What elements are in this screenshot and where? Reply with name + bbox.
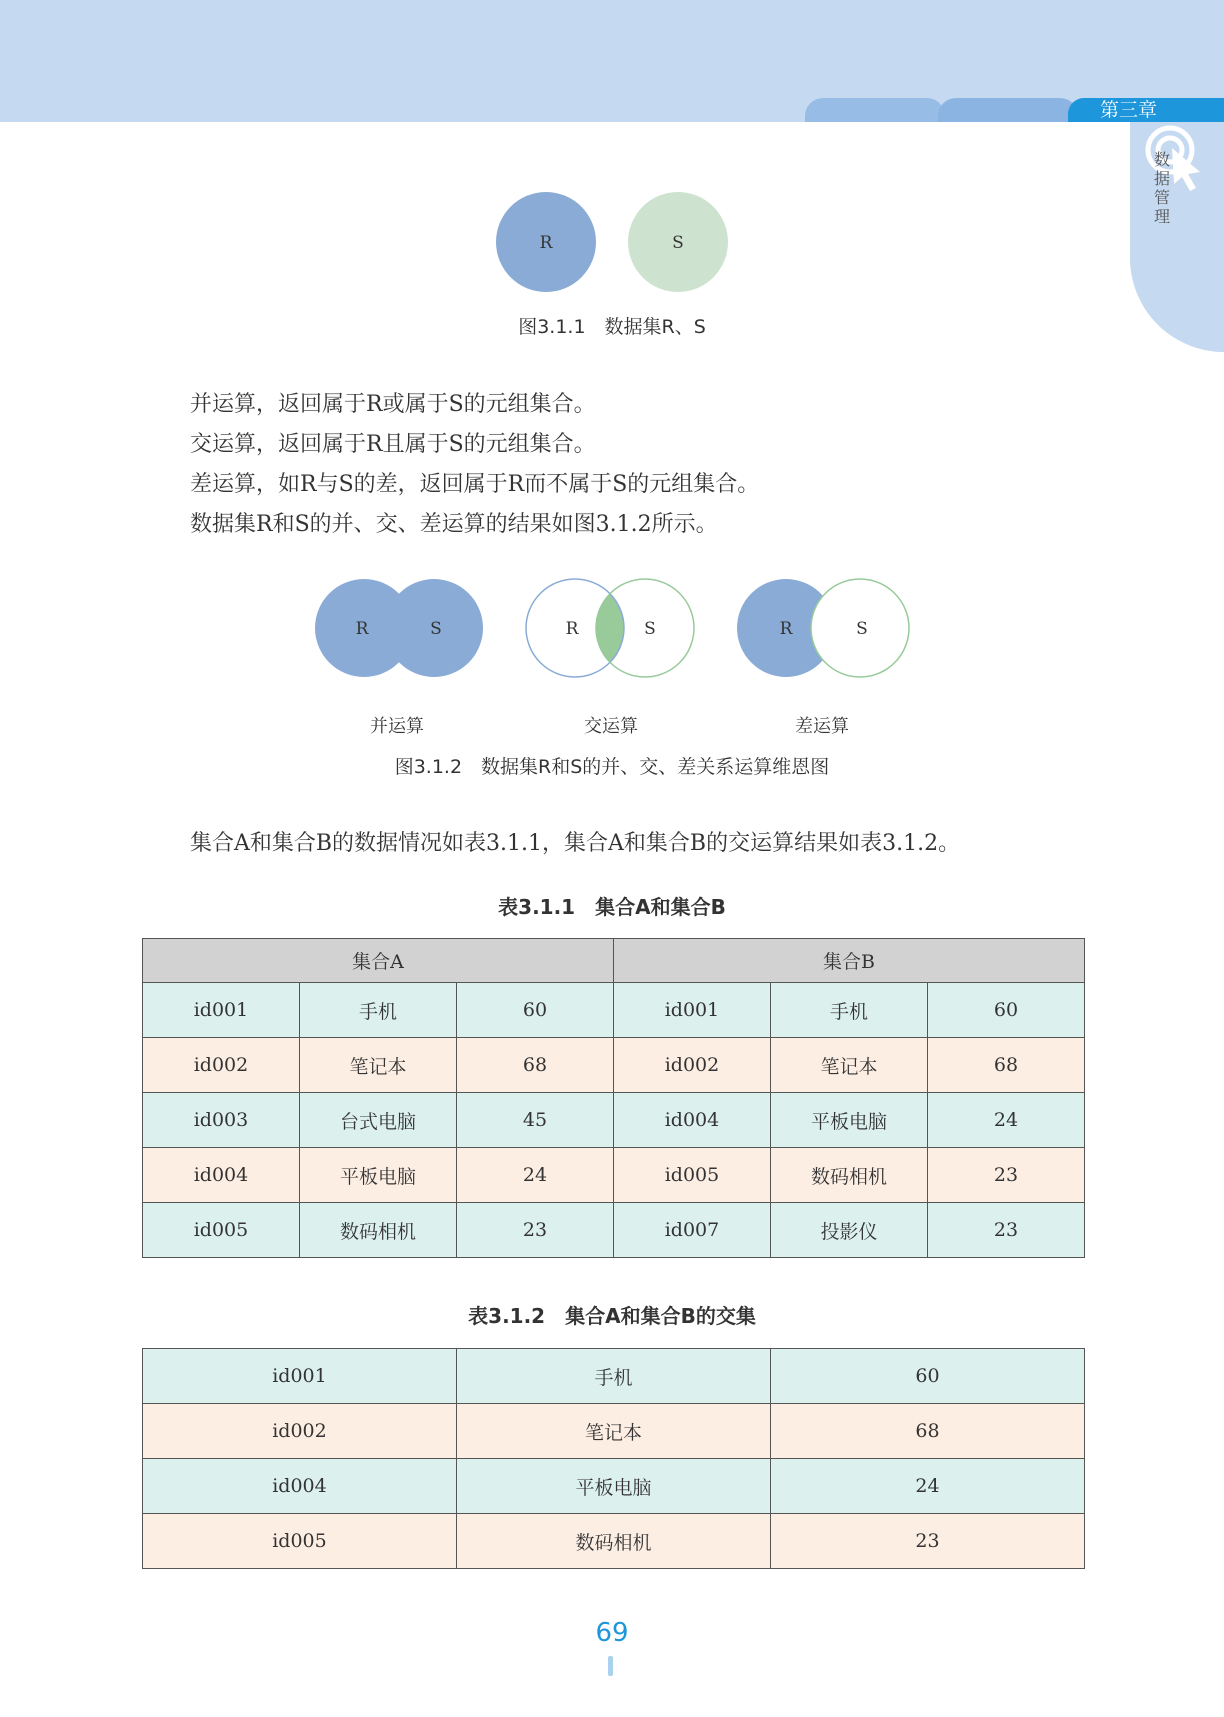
b-value: 24 <box>928 1093 1085 1148</box>
a-item: 手机 <box>300 983 457 1038</box>
table-row <box>143 1514 1085 1569</box>
venn-difference <box>734 576 914 680</box>
table-set-a-b <box>142 938 1085 1258</box>
b-item: 投影仪 <box>771 1203 928 1258</box>
table-row <box>143 983 1085 1038</box>
row-value: 60 <box>771 1349 1085 1404</box>
circle-r-label: R <box>539 233 553 253</box>
b-id: id002 <box>614 1038 771 1093</box>
a-item: 台式电脑 <box>300 1093 457 1148</box>
b-value: 68 <box>928 1038 1085 1093</box>
row-value: 23 <box>771 1514 1085 1569</box>
header-set-b: 集合B <box>614 939 1085 983</box>
a-id: id003 <box>143 1093 300 1148</box>
table-row <box>143 1093 1085 1148</box>
row-id: id005 <box>143 1514 457 1569</box>
b-item: 笔记本 <box>771 1038 928 1093</box>
venn-difference-s: S <box>856 619 868 639</box>
label-intersection: 交运算 <box>584 716 638 737</box>
header-tab-2 <box>938 98 1078 122</box>
row-item: 平板电脑 <box>457 1459 771 1514</box>
row-id: id002 <box>143 1404 457 1459</box>
row-item: 数码相机 <box>457 1514 771 1569</box>
chapter-tab: 第三章 <box>1068 98 1224 122</box>
paragraph-summary: 数据集R和S的并、交、差运算的结果如图3.1.2所示。 <box>190 512 718 537</box>
table-row <box>143 1459 1085 1514</box>
table-row <box>143 1148 1085 1203</box>
b-value: 23 <box>928 1203 1085 1258</box>
venn-intersection <box>522 576 702 680</box>
circle-s-label: S <box>672 233 684 253</box>
table-row <box>143 1203 1085 1258</box>
a-item: 数码相机 <box>300 1203 457 1258</box>
header-tab-1 <box>805 98 945 122</box>
b-item: 手机 <box>771 983 928 1038</box>
b-value: 60 <box>928 983 1085 1038</box>
b-id: id001 <box>614 983 771 1038</box>
row-id: id004 <box>143 1459 457 1514</box>
paragraph-diff: 差运算，如R与S的差，返回属于R而不属于S的元组集合。 <box>190 472 760 497</box>
row-value: 24 <box>771 1459 1085 1514</box>
table1-title: 表3.1.1 集合A和集合B <box>498 895 726 919</box>
a-id: id005 <box>143 1203 300 1258</box>
figure1-caption: 图3.1.1 数据集R、S <box>518 316 706 338</box>
venn-intersection-r: R <box>565 619 579 639</box>
table-row <box>143 1349 1085 1404</box>
paragraph-union: 并运算，返回属于R或属于S的元组集合。 <box>190 392 596 417</box>
figure2-caption: 图3.1.2 数据集R和S的并、交、差关系运算维恩图 <box>394 756 830 778</box>
label-difference: 差运算 <box>795 716 849 737</box>
a-value: 23 <box>457 1203 614 1258</box>
figure-r-s <box>490 188 730 296</box>
a-id: id002 <box>143 1038 300 1093</box>
b-id: id007 <box>614 1203 771 1258</box>
a-id: id004 <box>143 1148 300 1203</box>
b-id: id004 <box>614 1093 771 1148</box>
b-value: 23 <box>928 1148 1085 1203</box>
page-number: 69 <box>595 1618 629 1648</box>
row-value: 68 <box>771 1404 1085 1459</box>
table-row <box>143 1404 1085 1459</box>
row-item: 手机 <box>457 1349 771 1404</box>
label-union: 并运算 <box>370 716 424 737</box>
b-item: 平板电脑 <box>771 1093 928 1148</box>
row-item: 笔记本 <box>457 1404 771 1459</box>
paragraph-intersect: 交运算，返回属于R且属于S的元组集合。 <box>190 432 596 457</box>
a-value: 24 <box>457 1148 614 1203</box>
venn-union-s: S <box>430 619 442 639</box>
paragraph-tables-intro: 集合A和集合B的数据情况如表3.1.1，集合A和集合B的交运算结果如表3.1.2。 <box>190 831 961 856</box>
venn-union-r: R <box>355 619 369 639</box>
table-row <box>143 1038 1085 1093</box>
a-value: 68 <box>457 1038 614 1093</box>
b-item: 数码相机 <box>771 1148 928 1203</box>
row-id: id001 <box>143 1349 457 1404</box>
venn-difference-r: R <box>779 619 793 639</box>
a-id: id001 <box>143 983 300 1038</box>
side-title: 数据管理 <box>1153 150 1170 226</box>
venn-intersection-s: S <box>644 619 656 639</box>
header-set-a: 集合A <box>143 939 614 983</box>
a-value: 45 <box>457 1093 614 1148</box>
a-value: 60 <box>457 983 614 1038</box>
page-number-tick <box>608 1656 613 1676</box>
b-id: id005 <box>614 1148 771 1203</box>
a-item: 笔记本 <box>300 1038 457 1093</box>
a-item: 平板电脑 <box>300 1148 457 1203</box>
table2-title: 表3.1.2 集合A和集合B的交集 <box>468 1304 756 1328</box>
table-intersection <box>142 1348 1085 1569</box>
venn-union <box>312 576 488 680</box>
